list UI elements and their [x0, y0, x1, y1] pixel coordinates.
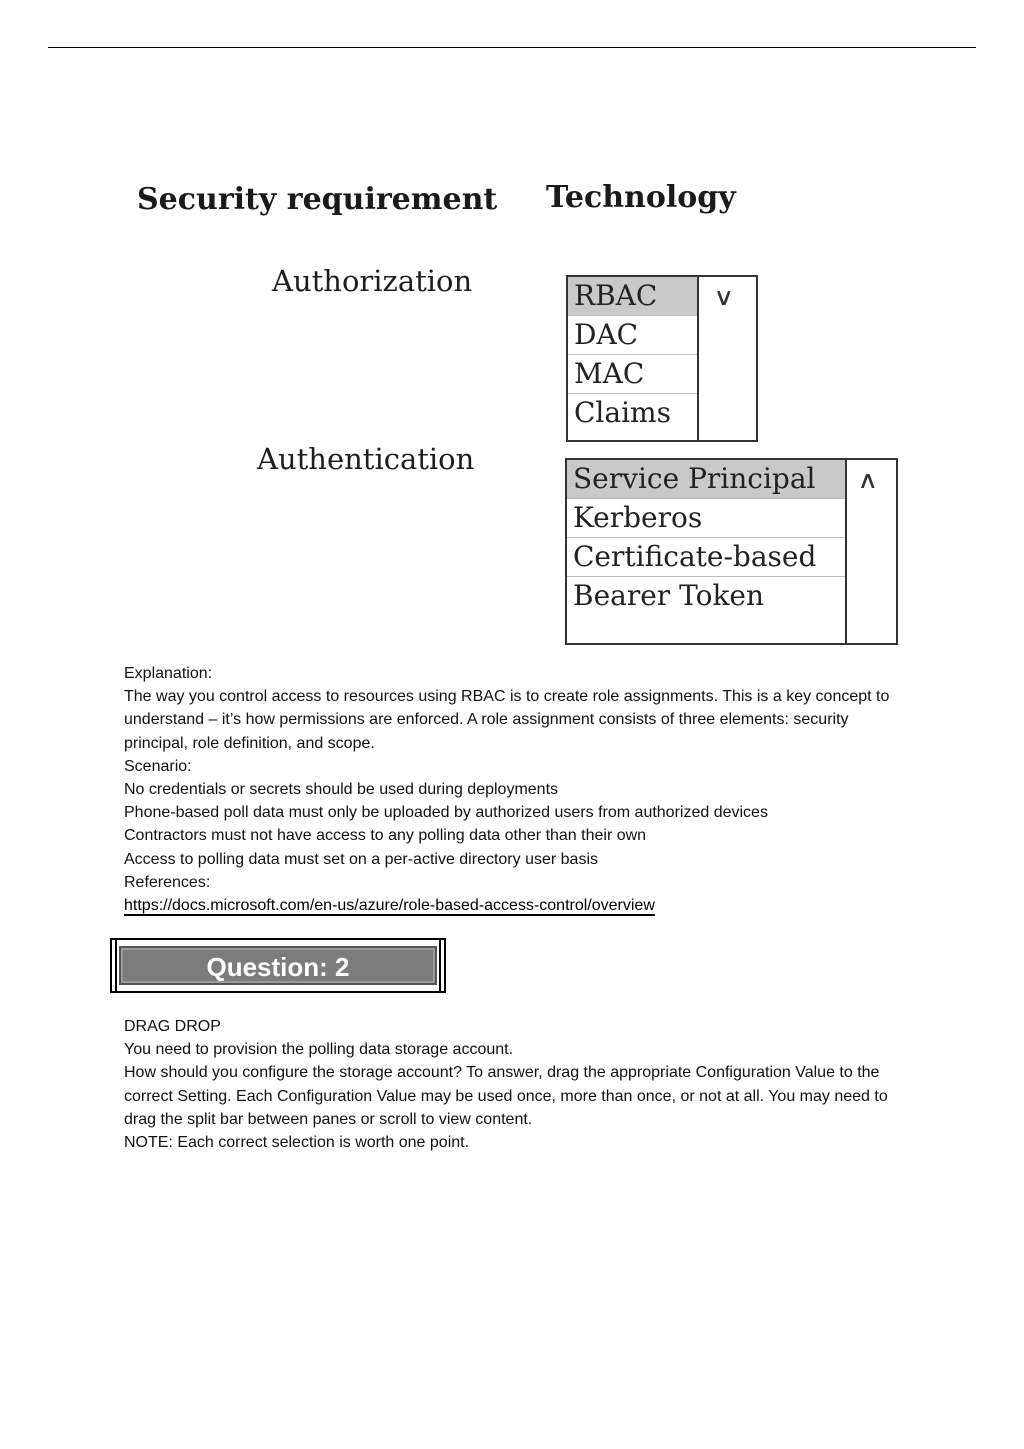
- authentication-dropdown[interactable]: [565, 458, 898, 645]
- question-type: DRAG DROP: [124, 1018, 221, 1035]
- banner-edge: [439, 940, 441, 991]
- scenario-line: Access to polling data must set on a per-active directory user basis: [124, 850, 598, 868]
- scenario-line: Phone-based poll data must only be uploaded by authorized users from authorized devices: [124, 804, 768, 822]
- references-heading: References:: [124, 873, 211, 891]
- option-mac[interactable]: MAC: [568, 355, 697, 394]
- authentication-options: [567, 460, 847, 643]
- question-title: Question: 2: [119, 946, 437, 985]
- authorization-label: Authorization: [272, 264, 473, 298]
- question-banner: [110, 938, 446, 993]
- question-line: You need to provision the polling data storage account.: [124, 1041, 514, 1059]
- explanation-heading: Explanation:: [124, 665, 213, 682]
- option-rbac[interactable]: RBAC: [568, 277, 697, 316]
- authorization-options: [568, 277, 699, 440]
- question-figure: [0, 0, 1024, 650]
- scenario-line: No credentials or secrets should be used during deployments: [124, 781, 559, 799]
- explanation-block: [124, 662, 914, 917]
- option-certificate-based[interactable]: Certificate-based: [567, 538, 845, 577]
- option-claims[interactable]: Claims: [574, 396, 671, 429]
- explanation-text: The way you control access to resources using RBAC is to create role assignments. This is a key concept to understand – it’s how permissions are enforced. A role assignment consists of three elements: security principal, role definition, and scope.: [124, 688, 890, 752]
- option-service-principal[interactable]: Service Principal: [567, 460, 845, 499]
- chevron-up-icon[interactable]: ∧: [857, 466, 879, 494]
- scenario-heading: Scenario:: [124, 757, 192, 775]
- question-note: NOTE: Each correct selection is worth one point.: [124, 1134, 470, 1152]
- option-bearer-token[interactable]: Bearer Token: [573, 579, 765, 612]
- chevron-down-icon[interactable]: ∨: [713, 283, 735, 311]
- question-instructions: How should you configure the storage account? To answer, drag the appropriate Configuration Value to the correct Setting. Each Configuration Value may be used once, more than once, or not at all. You may need to drag the split bar between panes or scroll to view content.: [124, 1064, 888, 1128]
- reference-link[interactable]: https://docs.microsoft.com/en-us/azure/role-based-access-control/overview: [124, 897, 655, 915]
- banner-edge: [115, 940, 117, 991]
- option-dac[interactable]: DAC: [568, 316, 697, 355]
- security-requirement-heading: Security requirement: [137, 182, 498, 217]
- scenario-line: Contractors must not have access to any polling data other than their own: [124, 827, 647, 845]
- authorization-dropdown[interactable]: [566, 275, 758, 442]
- question-body: [124, 1015, 914, 1154]
- authentication-label: Authentication: [257, 442, 475, 476]
- technology-heading: Technology: [546, 180, 736, 215]
- option-kerberos[interactable]: Kerberos: [567, 499, 845, 538]
